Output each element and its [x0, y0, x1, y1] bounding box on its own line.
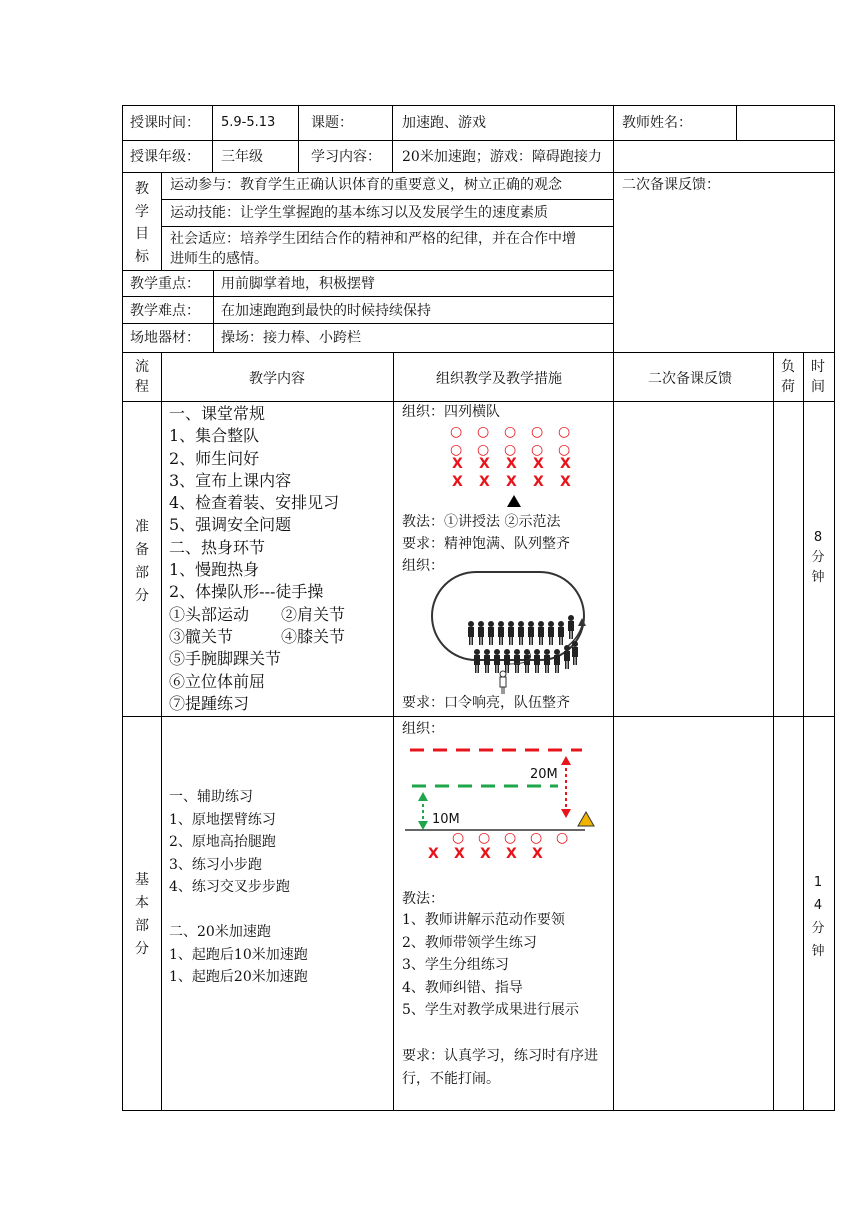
list-item: ③髋关节 ④膝关节 — [169, 626, 346, 646]
teacher-triangle-icon — [578, 812, 594, 826]
student-cross: X — [560, 474, 571, 490]
arrow-down-icon — [418, 821, 428, 830]
list-item: 二、20米加速跑 — [169, 924, 271, 940]
content-label: 学习内容： — [311, 149, 381, 165]
list-item: 1、集合整队 — [169, 426, 260, 446]
student-circle: ○ — [450, 442, 463, 458]
list-item: 1、慢跑热身 — [169, 560, 260, 580]
list-item: ⑦提踵练习 — [169, 693, 250, 713]
prep-org2: 组织： — [402, 558, 444, 574]
time-label: 授课时间： — [130, 115, 200, 131]
prep-content — [169, 403, 345, 715]
list-item: 1、原地摆臂练习 — [169, 811, 276, 828]
basic-org-title: 组织： — [402, 721, 444, 737]
basic-requirement-line2: 行，不能打闹。 — [402, 1071, 500, 1087]
list-item — [169, 899, 308, 922]
student-circle: ○ — [504, 830, 517, 846]
col-process-header: 流 程 — [135, 359, 149, 395]
col-organize-header: 组织教学及教学措施 — [436, 371, 562, 387]
four-row-formation — [450, 424, 580, 494]
student-circle: ○ — [504, 424, 517, 440]
list-item: 4、检查着装、安排见习 — [169, 493, 340, 513]
list-item: 3、宣布上课内容 — [169, 470, 292, 490]
goal-social-line2: 进师生的感情。 — [170, 251, 268, 267]
student-cross: X — [506, 456, 517, 472]
basic-time: 1 4 分 钟 — [811, 875, 825, 959]
prep-label: 准 备 部 分 — [135, 519, 149, 604]
list-item: ⑤手腕脚踝关节 — [169, 649, 282, 669]
student-cross: X — [454, 846, 465, 862]
goals-label: 教 学 目 标 — [135, 181, 149, 265]
difficulty-label: 教学难点： — [130, 303, 200, 319]
students-row-1 — [468, 615, 574, 645]
student-cross: X — [533, 474, 544, 490]
student-circle: ○ — [531, 442, 544, 458]
teacher-figure — [500, 671, 506, 694]
student-cross: X — [452, 456, 463, 472]
col-content-header: 教学内容 — [249, 371, 305, 387]
time-value: 5.9-5.13 — [221, 115, 276, 130]
student-cross: X — [506, 846, 517, 862]
list-item: ⑥立位体前屈 — [169, 671, 266, 691]
sprint-drill-diagram — [400, 740, 600, 840]
list-item: 1、起跑后20米加速跑 — [169, 969, 308, 985]
prep-teach-method: 教法：①讲授法 ②示范法 — [402, 514, 561, 530]
arrow-up-icon — [418, 792, 428, 801]
topic-label: 课题： — [311, 115, 353, 131]
arrow-up-icon — [561, 756, 571, 765]
equipment-value: 操场：接力棒、小跨栏 — [221, 330, 361, 346]
student-circle: ○ — [558, 424, 571, 440]
focus-value: 用前脚掌着地，积极摆臂 — [221, 276, 375, 292]
label-20m: 20M — [530, 767, 558, 782]
teacher-label: 教师姓名： — [622, 115, 692, 131]
list-item: 4、教师纠错、指导 — [402, 979, 523, 996]
list-item: 2、教师带领学生练习 — [402, 934, 537, 951]
goal-participation: 运动参与：教育学生正确认识体育的重要意义，树立正确的观念 — [170, 177, 562, 193]
student-circle: ○ — [530, 830, 543, 846]
goals-feedback-label: 二次备课反馈： — [622, 177, 720, 193]
student-circle: ○ — [477, 442, 490, 458]
student-cross: X — [532, 846, 543, 862]
basic-label: 基 本 部 分 — [135, 872, 149, 957]
prep-time: 8 分 钟 — [811, 530, 825, 585]
student-circle: ○ — [477, 424, 490, 440]
running-track-illustration — [428, 568, 598, 694]
equipment-label: 场地器材： — [130, 330, 200, 346]
list-item: 一、辅助练习 — [169, 789, 253, 805]
list-item: 2、师生问好 — [169, 448, 260, 468]
prep-requirement: 要求：精神饱满、队列整齐 — [402, 536, 570, 552]
student-circle: ○ — [450, 424, 463, 440]
student-circle: ○ — [531, 424, 544, 440]
prep-requirement2: 要求：口令响亮，队伍整齐 — [402, 695, 570, 711]
list-item: 1、起跑后10米加速跑 — [169, 946, 308, 963]
list-item: 一、课堂常规 — [169, 404, 266, 423]
basic-methods — [402, 909, 579, 1022]
label-10m: 10M — [432, 812, 460, 827]
col-feedback-header: 二次备课反馈 — [648, 371, 732, 387]
student-cross: X — [428, 846, 439, 862]
student-cross: X — [480, 846, 491, 862]
grade-label: 授课年级： — [130, 149, 200, 165]
basic-content — [169, 786, 308, 989]
goal-skill: 运动技能：让学生掌握跑的基本练习以及发展学生的速度素质 — [170, 205, 548, 221]
list-item: ①头部运动 ②肩关节 — [169, 604, 346, 624]
grade-value: 三年级 — [221, 149, 263, 165]
student-cross: X — [452, 474, 463, 490]
student-circle: ○ — [504, 442, 517, 458]
col-load-header: 负 荷 — [781, 359, 795, 395]
list-item: 5、强调安全问题 — [169, 515, 292, 535]
student-circle: ○ — [478, 830, 491, 846]
prep-org-title: 组织：四列横队 — [402, 404, 500, 420]
arrow-down-icon — [561, 809, 571, 818]
list-item: 4、练习交叉步步跑 — [169, 879, 290, 895]
student-cross: X — [479, 474, 490, 490]
basic-formation — [428, 830, 569, 864]
col-time-header: 时 间 — [811, 359, 825, 395]
student-cross: X — [506, 474, 517, 490]
teacher-triangle-icon — [506, 494, 522, 508]
content-value: 20米加速跑；游戏：障碍跑接力 — [402, 149, 602, 165]
student-cross: X — [479, 456, 490, 472]
list-item: 1、教师讲解示范动作要领 — [402, 912, 565, 928]
student-cross: X — [560, 456, 571, 472]
student-circle: ○ — [558, 442, 571, 458]
difficulty-value: 在加速跑跑到最快的时候持续保持 — [221, 303, 431, 319]
list-item: 二、热身环节 — [169, 537, 266, 557]
basic-requirement-line1: 要求：认真学习，练习时有序进 — [402, 1048, 598, 1064]
list-item: 2、体操队形---徒手操 — [169, 582, 324, 602]
list-item: 2、原地高抬腿跑 — [169, 834, 276, 850]
list-item: 5、学生对教学成果进行展示 — [402, 1002, 579, 1018]
list-item: 3、练习小步跑 — [169, 856, 262, 873]
goal-social-line1: 社会适应：培养学生团结合作的精神和严格的纪律，并在合作中增 — [170, 231, 576, 247]
student-circle: ○ — [452, 830, 465, 846]
students-row-2 — [474, 641, 578, 673]
list-item: 3、学生分组练习 — [402, 957, 509, 973]
basic-teach-title: 教法： — [402, 891, 444, 907]
student-cross: X — [533, 456, 544, 472]
student-circle: ○ — [556, 830, 569, 846]
focus-label: 教学重点： — [130, 276, 200, 292]
topic-value: 加速跑、游戏 — [402, 115, 486, 131]
